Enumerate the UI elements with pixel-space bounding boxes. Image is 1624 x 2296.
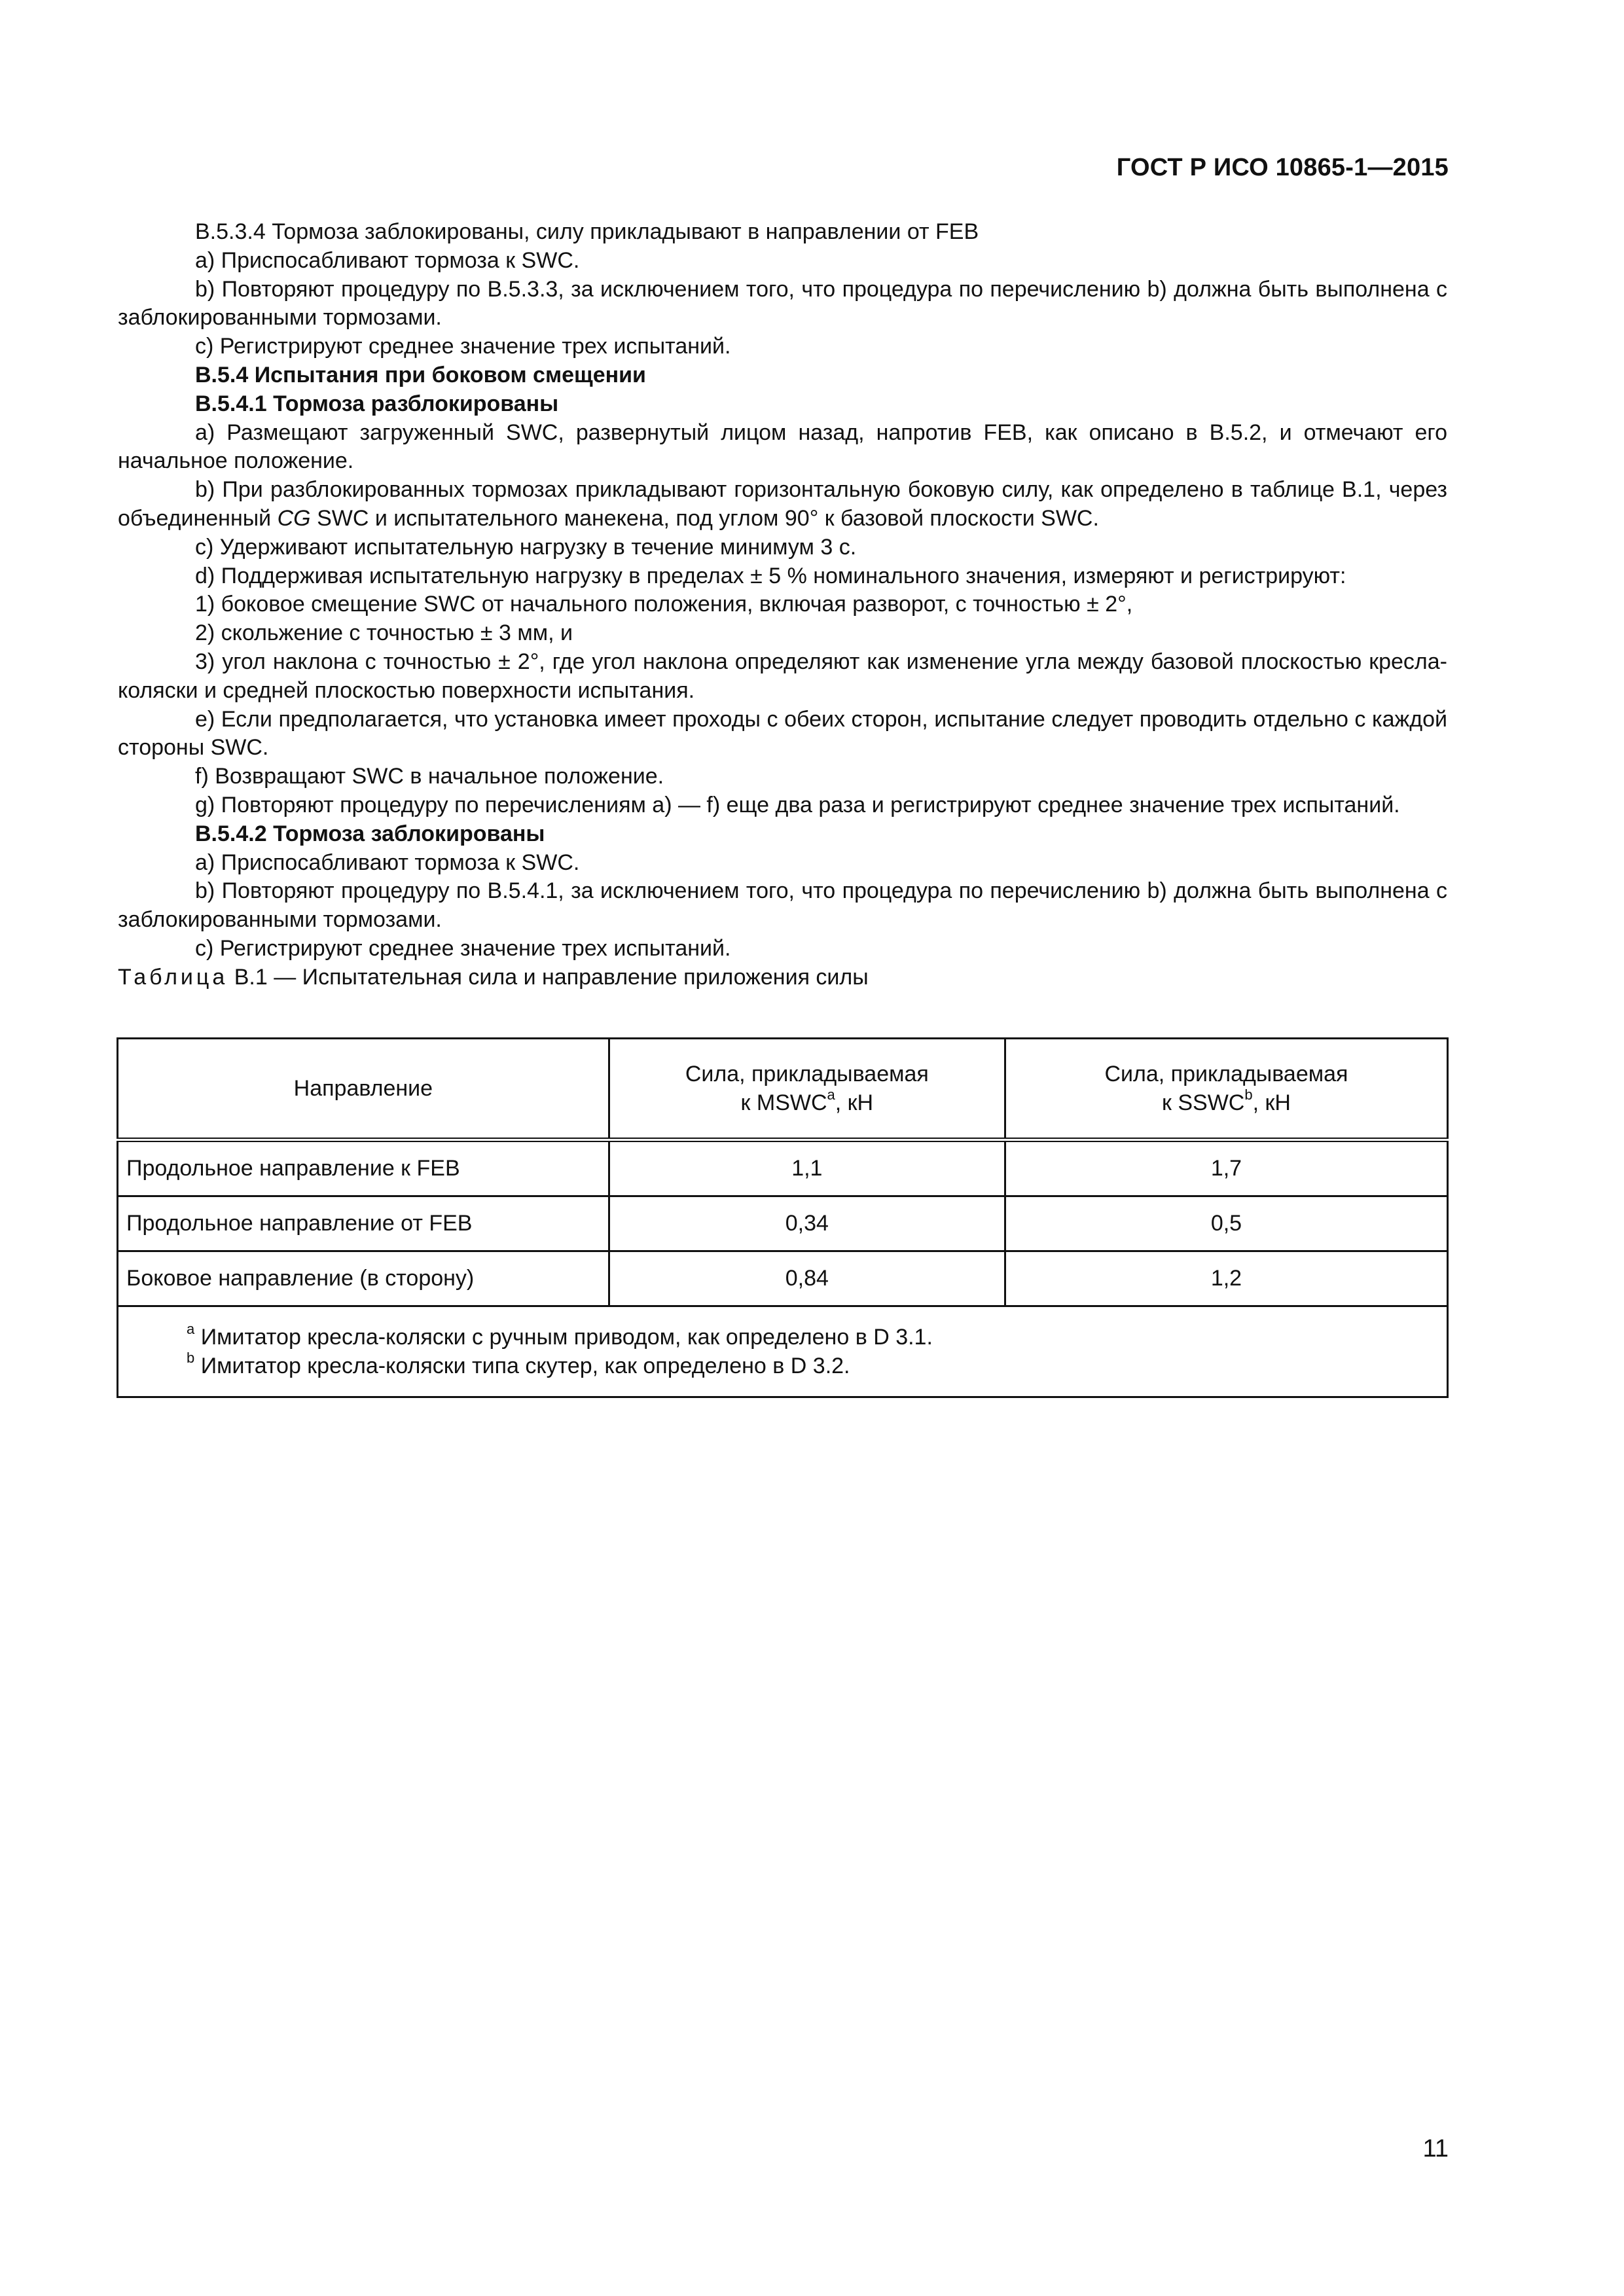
direction-cell: Продольное направление от FEB: [118, 1196, 609, 1251]
document-header: ГОСТ Р ИСО 10865-1—2015: [1116, 154, 1449, 181]
paragraph: a) Приспосабливают тормоза к SWC.: [195, 247, 580, 273]
table-caption-label: Таблица: [118, 964, 228, 990]
paragraph: a) Приспосабливают тормоза к SWC.: [195, 850, 580, 875]
page-number: 11: [1422, 2135, 1449, 2162]
table-caption-text: B.1 — Испытательная сила и направление приложения силы: [228, 964, 869, 990]
table-row: [118, 1196, 1448, 1251]
mswc-force-cell: 0,84: [609, 1251, 1005, 1306]
mswc-force-cell: 0,34: [609, 1196, 1005, 1251]
paragraph: 1) боковое смещение SWC от начального положения, включая разворот, с точностью ± 2°,: [195, 592, 1133, 617]
force-table: [117, 1037, 1449, 1398]
subsection-heading: B.5.4.1 Тормоза разблокированы: [195, 391, 559, 416]
table-row: [118, 1140, 1448, 1196]
table-note: [187, 1352, 1447, 1380]
paragraph: B.5.3.4 Тормоза заблокированы, силу прикладывают в направлении от FEB: [195, 219, 979, 244]
paragraph: [118, 476, 1447, 533]
note-text: Имитатор кресла-коляски с ручным приводом, как определено в D 3.1.: [194, 1325, 933, 1350]
paragraph: e) Если предполагается, что установка имеет проходы с обеих сторон, испытание следует проводить отдельно с каждой стороны SWC.: [118, 706, 1447, 761]
header-direction: Направление: [118, 1039, 609, 1140]
paragraph: f) Возвращают SWC в начальное положение.: [195, 764, 664, 789]
direction-cell: Продольное направление к FEB: [118, 1140, 609, 1196]
table-notes-row: [118, 1306, 1448, 1397]
direction-cell: Боковое направление (в сторону): [118, 1251, 609, 1306]
note-text: Имитатор кресла-коляски типа скутер, как определено в D 3.2.: [194, 1354, 850, 1378]
cg-italic: CG: [277, 505, 311, 531]
footnote-mark: b: [1244, 1086, 1253, 1103]
paragraph: 3) угол наклона с точностью ± 2°, где угол наклона определяют как изменение угла между базовой плоскостью кресла-коляски и средней плоскостью поверхности испытания.: [118, 649, 1447, 703]
table-notes: [118, 1306, 1448, 1397]
header-unit: , кН: [835, 1090, 874, 1115]
header-line: Сила, прикладываемая: [1104, 1062, 1348, 1086]
table-row: [118, 1251, 1448, 1306]
header-line: к MSWC: [740, 1090, 827, 1115]
mswc-force-cell: 1,1: [609, 1140, 1005, 1196]
paragraph: c) Регистрируют среднее значение трех испытаний.: [195, 935, 731, 961]
paragraph: b) Повторяют процедуру по B.5.3.3, за исключением того, что процедура по перечислению b) должна быть выполнена с заблокированными тормозами.: [118, 276, 1447, 331]
paragraph: b) Повторяют процедуру по B.5.4.1, за исключением того, что процедура по перечислению b) должна быть выполнена с заблокированными тормозами.: [118, 878, 1447, 933]
table-note: [187, 1323, 1447, 1352]
footnote-mark: b: [187, 1350, 195, 1366]
paragraph: a) Размещают загруженный SWC, развернутый лицом назад, напротив FEB, как описано в B.5.2, и отмечают его начальное положение.: [118, 420, 1447, 474]
footnote-mark: a: [827, 1086, 835, 1103]
footnote-mark: a: [187, 1321, 195, 1337]
paragraph-part: b) При разблокированных тормозах прикладывают горизонтальную боковую силу, как определено в таблице B.1, через объединенный: [118, 477, 1447, 531]
table-header-row: [118, 1039, 1448, 1140]
subsection-heading: B.5.4.2 Тормоза заблокированы: [195, 821, 545, 846]
table-caption: [118, 963, 1447, 992]
sswc-force-cell: 0,5: [1005, 1196, 1447, 1251]
header-mswc-force: [609, 1039, 1005, 1140]
header-line: к SSWC: [1162, 1090, 1245, 1115]
header-unit: , кН: [1252, 1090, 1291, 1115]
sswc-force-cell: 1,7: [1005, 1140, 1447, 1196]
header-sswc-force: [1005, 1039, 1447, 1140]
paragraph-part: SWC и испытательного манекена, под углом 90° к базовой плоскости SWC.: [317, 505, 1099, 531]
body-text: [118, 218, 1447, 992]
paragraph: g) Повторяют процедуру по перечислениям a) — f) еще два раза и регистрируют среднее значение трех испытаний.: [195, 792, 1400, 817]
header-line: Сила, прикладываемая: [685, 1062, 929, 1086]
paragraph: 2) скольжение с точностью ± 3 мм, и: [195, 620, 573, 646]
paragraph: c) Регистрируют среднее значение трех испытаний.: [195, 334, 731, 359]
paragraph: c) Удерживают испытательную нагрузку в течение минимум 3 с.: [195, 534, 857, 560]
sswc-force-cell: 1,2: [1005, 1251, 1447, 1306]
paragraph: d) Поддерживая испытательную нагрузку в пределах ± 5 % номинального значения, измеряют и регистрируют:: [195, 563, 1346, 588]
section-heading: B.5.4 Испытания при боковом смещении: [195, 362, 646, 387]
